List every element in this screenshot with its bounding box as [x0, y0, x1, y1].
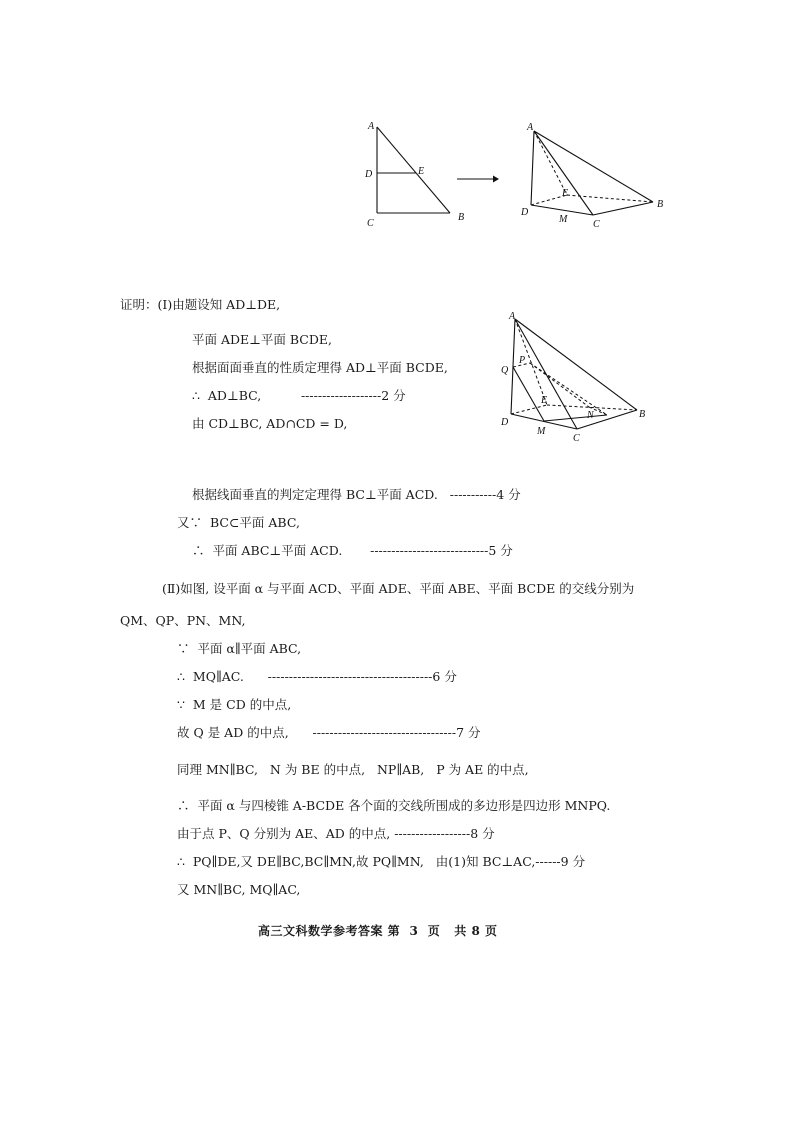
proof-line-1: 证明：(Ⅰ)由题设知 AD⊥DE, [120, 297, 281, 312]
label-p: P [519, 355, 526, 366]
label-e: E [541, 395, 548, 406]
proof-line-5: 由 CD⊥BC, AD∩CD = D, [192, 416, 348, 431]
proof-line-15: 同理 MN∥BC, N 为 BE 的中点, NP∥AB, P 为 AE 的中点, [177, 762, 529, 777]
label-b: B [639, 409, 646, 420]
proof-line-18: ∴ PQ∥DE,又 DE∥BC,BC∥MN,故 PQ∥MN, 由(1)知 BC⊥AC,------9 分 [177, 854, 586, 869]
proof-line-3: 根据面面垂直的性质定理得 AD⊥平面 BCDE, [192, 360, 448, 375]
label-n: N [587, 410, 594, 421]
proof-line-11: ∵ 平面 α∥平面 ABC, [177, 641, 302, 656]
proof-line-8: ∴ 平面 ABC⊥平面 ACD. ----------------------------5 分 [192, 543, 513, 558]
proof-line-2: 平面 ADE⊥平面 BCDE, [192, 332, 332, 347]
label-e: E [418, 166, 425, 177]
proof-line-13: ∵ M 是 CD 的中点, [177, 697, 292, 712]
label-e: E [562, 188, 569, 199]
label-b: B [657, 199, 664, 210]
label-c: C [573, 433, 580, 444]
label-d: D [521, 207, 529, 218]
label-a: A [509, 311, 516, 322]
proof-line-16: ∴ 平面 α 与四棱锥 A-BCDE 各个面的交线所围成的多边形是四边形 MNPQ. [177, 798, 611, 813]
fold-arrow-icon [455, 172, 500, 186]
section-figure [497, 307, 657, 447]
label-a: A [368, 121, 375, 132]
label-m: M [537, 426, 546, 437]
pyramid-figure [515, 115, 670, 235]
proof-line-7: 又∵ BC⊂平面 ABC, [177, 515, 300, 530]
label-d: D [501, 417, 509, 428]
label-c: C [593, 219, 600, 230]
proof-line-9: (Ⅱ)如图, 设平面 α 与平面 ACD、平面 ADE、平面 ABE、平面 BCDE 的交线分别为 [162, 581, 635, 596]
label-a: A [527, 122, 534, 133]
proof-line-19: 又 MN∥BC, MQ∥AC, [177, 882, 301, 897]
proof-line-10: QM、QP、PN、MN, [120, 613, 246, 628]
label-b: B [458, 212, 465, 223]
proof-line-6: 根据线面垂直的判定定理得 BC⊥平面 ACD. -----------4 分 [192, 487, 521, 502]
page-footer: 高三文科数学参考答案 第 3 页 共 8 页 [258, 924, 498, 938]
proof-line-12: ∴ MQ∥AC. ---------------------------------------6 分 [177, 669, 457, 684]
label-d: D [365, 169, 373, 180]
label-q: Q [501, 365, 509, 376]
proof-line-4: ∴ AD⊥BC, -------------------2 分 [192, 388, 406, 403]
label-m: M [559, 214, 568, 225]
proof-line-14: 故 Q 是 AD 的中点, ----------------------------------7 分 [177, 725, 481, 740]
proof-line-17: 由于点 P、Q 分别为 AE、AD 的中点, ------------------8 分 [177, 826, 495, 841]
label-c: C [367, 218, 374, 229]
